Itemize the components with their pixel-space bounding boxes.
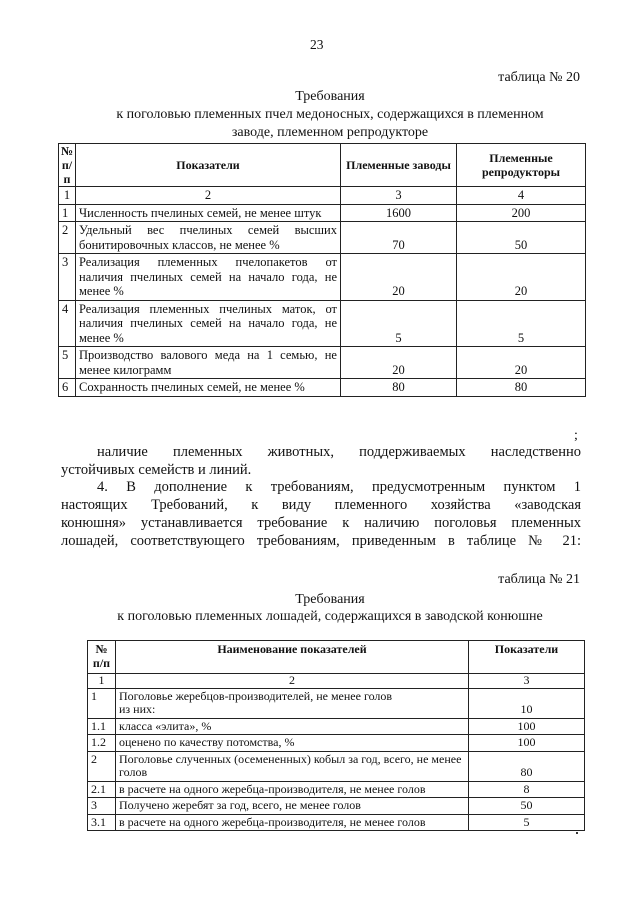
col-num: 2 [116,674,469,689]
header-number: № п/п [88,641,116,674]
table-row [59,204,586,222]
row-name: Реализация племенных пчелопакетов от наличия пчелиных семей на начало года, не менее % [76,254,341,301]
row-value-reproducers: 20 [457,347,586,379]
row-value-plants: 1600 [341,204,457,222]
paragraph-line: настоящих Требований, к виду племенного хозяйства «заводская [61,497,581,513]
row-name: Поголовье слученных (осемененных) кобыл за год, всего, не менее голов [116,751,469,781]
paragraph-line: устойчивых семейств и линий. [61,462,252,478]
row-name: Удельный вес пчелиных семей высших бонитировочных классов, не менее % [76,222,341,254]
table-20-title: Требования [295,89,365,104]
row-name: класса «элита», % [116,718,469,735]
header-indicators: Показатели [76,144,341,187]
table-20-label: таблица № 20 [498,70,580,85]
row-number: 5 [59,347,76,379]
row-name: Получено жеребят за год, всего, не менее голов [116,798,469,815]
row-value: 10 [469,688,585,718]
semicolon: ; [574,428,578,443]
row-number: 1 [88,688,116,718]
row-number: 3 [59,254,76,301]
row-name: Производство валового меда на 1 семью, не менее килограмм [76,347,341,379]
row-name: Реализация племенных пчелиных маток, от наличия пчелиных семей на начало года, не менее % [76,300,341,347]
row-name [116,688,469,718]
row-number: 2.1 [88,781,116,798]
row-value: 100 [469,735,585,752]
page-number: 23 [310,37,324,52]
row-value-reproducers: 5 [457,300,586,347]
row-value-reproducers: 20 [457,254,586,301]
header-breeding-plants: Племенные заводы [341,144,457,187]
table-row [59,222,586,254]
table-row [88,751,585,781]
row-value-reproducers: 200 [457,204,586,222]
col-num: 2 [76,187,341,205]
row-number: 1.2 [88,735,116,752]
paragraph-line: лошадей, соответствующего требованиям, приведенным в таблице № 21: [61,533,581,549]
row-value: 50 [469,798,585,815]
row-value-plants: 20 [341,254,457,301]
table-row [59,379,586,397]
col-num: 3 [341,187,457,205]
row-name: Численность пчелиных семей, не менее штук [76,204,341,222]
row-number: 2 [88,751,116,781]
row-name: в расчете на одного жеребца-производителя, не менее голов [116,781,469,798]
table-row [88,798,585,815]
col-num: 1 [88,674,116,689]
header-reproducers: Племенные репродукторы [457,144,586,187]
table-header-row [59,144,586,187]
row-value: 80 [469,751,585,781]
row-number: 4 [59,300,76,347]
row-value-plants: 20 [341,347,457,379]
table-header-row [88,641,585,674]
header-indicators: Показатели [469,641,585,674]
row-name-text: Поголовье жеребцов-производителей, не менее голов [119,688,393,703]
scan-dot [576,832,578,834]
row-value: 8 [469,781,585,798]
row-name: оценено по качеству потомства, % [116,735,469,752]
table-21-subtitle: к поголовью племенных лошадей, содержащихся в заводской конюшне [117,609,543,624]
row-value-reproducers: 80 [457,379,586,397]
table-row [88,735,585,752]
table-21-title: Требования [295,592,365,607]
row-number: 6 [59,379,76,397]
table-row [88,781,585,798]
column-number-row [59,187,586,205]
header-indicator-name: Наименование показателей [116,641,469,674]
column-number-row [88,674,585,689]
col-num: 4 [457,187,586,205]
row-number: 3.1 [88,814,116,831]
table-row [88,688,585,718]
row-number: 1 [59,204,76,222]
table-row [88,814,585,831]
row-value-plants: 70 [341,222,457,254]
table-20-subtitle: к поголовью племенных пчел медоносных, содержащихся в племенном [116,107,544,122]
table-row [59,347,586,379]
row-value-plants: 5 [341,300,457,347]
col-num: 1 [59,187,76,205]
table-row [59,254,586,301]
header-number: № п/п [59,144,76,187]
table-21 [87,640,585,831]
row-sub-text: из них: [119,702,156,716]
table-20-subtitle-2: заводе, племенном репродукторе [231,125,429,140]
row-value-plants: 80 [341,379,457,397]
row-name: Сохранность пчелиных семей, не менее % [76,379,341,397]
table-21-label: таблица № 21 [498,572,580,587]
row-value-reproducers: 50 [457,222,586,254]
row-number: 3 [88,798,116,815]
col-num: 3 [469,674,585,689]
row-name: в расчете на одного жеребца-производителя, не менее голов [116,814,469,831]
paragraph-line: наличие племенных животных, поддерживаемых наследственно [97,444,581,460]
table-row [59,300,586,347]
row-number: 1.1 [88,718,116,735]
paragraph-line: конюшня» устанавливается требование к наличию поголовья племенных [61,515,581,531]
row-value: 100 [469,718,585,735]
row-value: 5 [469,814,585,831]
table-row [88,718,585,735]
paragraph-line: 4. В дополнение к требованиям, предусмотренным пунктом 1 [97,479,581,495]
table-20 [58,143,586,397]
row-number: 2 [59,222,76,254]
